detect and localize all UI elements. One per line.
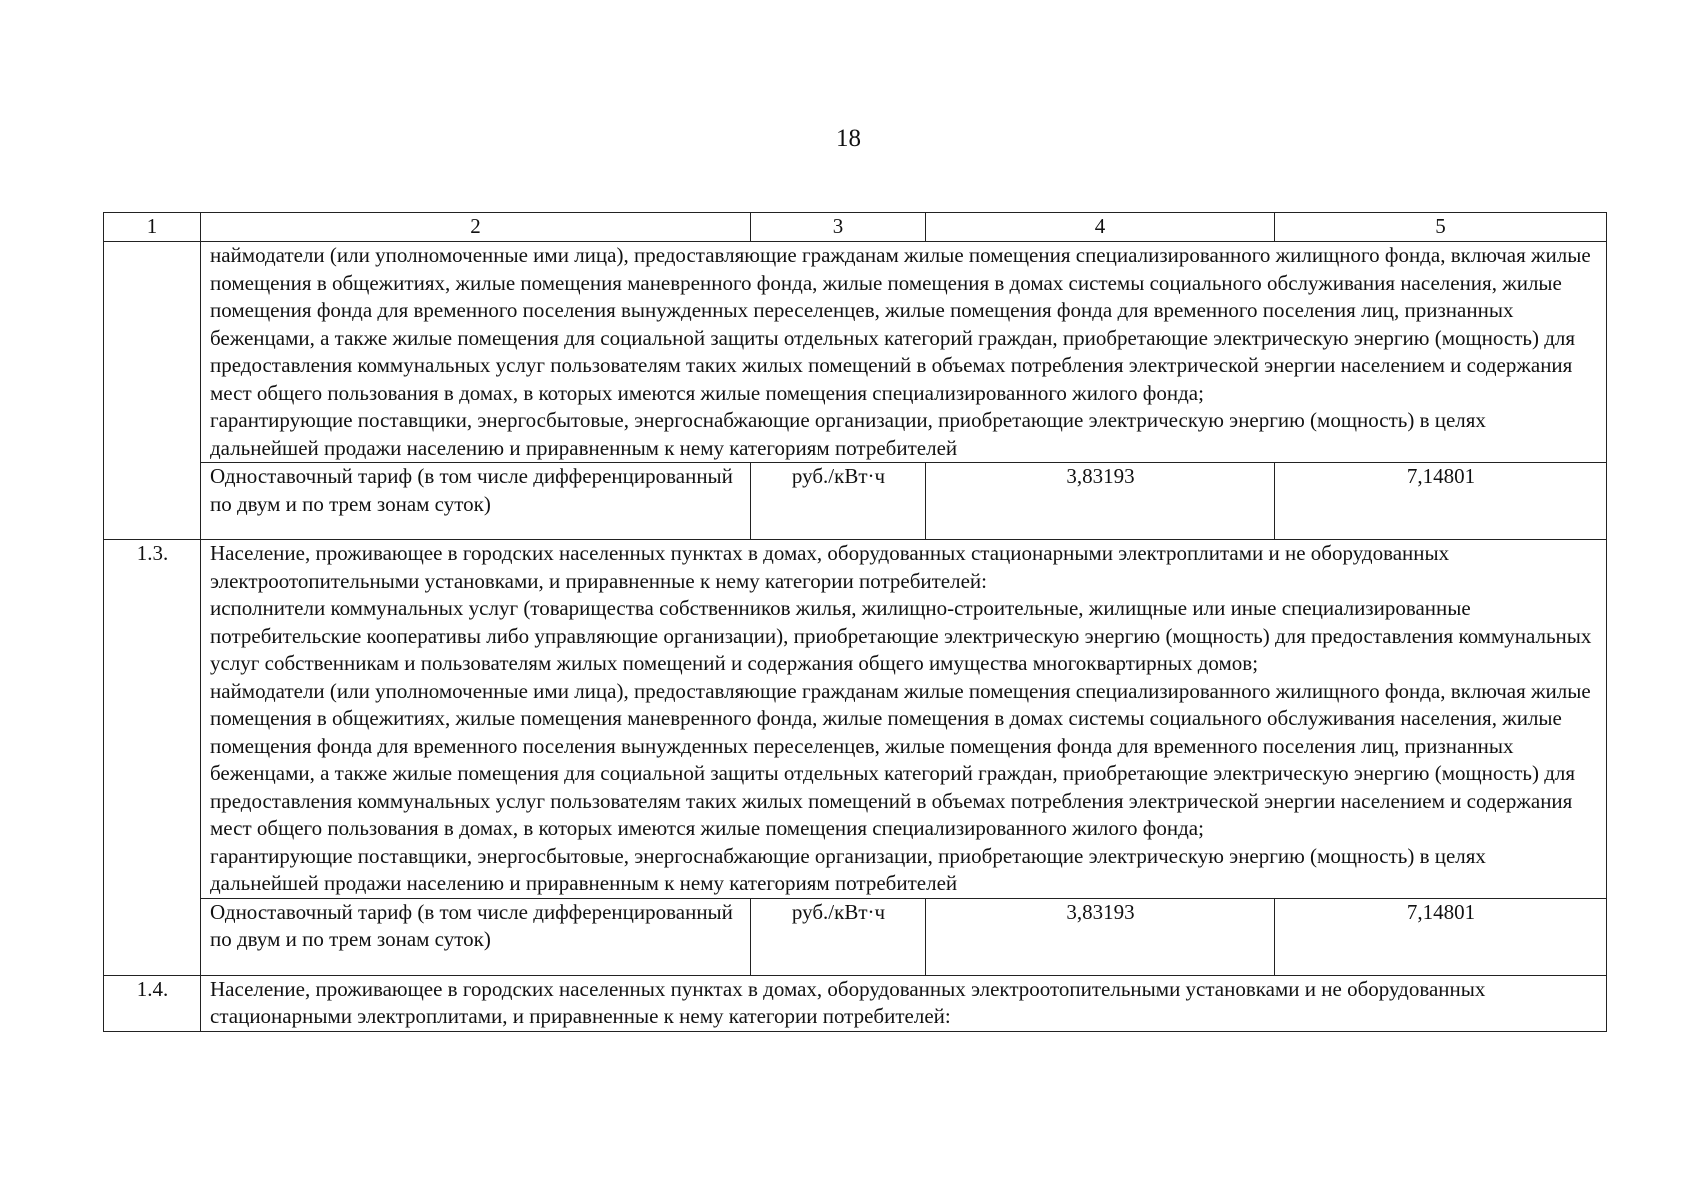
column-number-4: 4 [926, 213, 1275, 242]
paragraph-population: Население, проживающее в городских населенных пунктах в домах, оборудованных электроотопительными установками и не оборудованных стационарными электроплитами, и приравненные к нему категории потребителей: [210, 976, 1486, 1028]
table-row-1-4-description [104, 975, 1607, 1031]
page-number: 18 [836, 125, 861, 152]
column-number-5: 5 [1275, 213, 1607, 242]
row-number-cell [104, 242, 201, 540]
tariff-unit: руб./кВт·ч [751, 898, 926, 975]
tariff-name: Одноставочный тариф (в том числе дифференцированный по двум и по трем зонам суток) [201, 463, 751, 540]
column-number-3: 3 [751, 213, 926, 242]
column-number-2: 2 [201, 213, 751, 242]
paragraph-population: Население, проживающее в городских населенных пунктах в домах, оборудованных стационарными электроплитами и не оборудованных электроотопительными установками, и приравненные к нему категории потребителей: [210, 541, 1450, 593]
tariff-name: Одноставочный тариф (в том числе дифференцированный по двум и по трем зонам суток) [201, 898, 751, 975]
tariff-table [103, 212, 1607, 1032]
tariff-value-col4: 3,83193 [926, 898, 1275, 975]
column-number-1: 1 [104, 213, 201, 242]
row-number-1-3: 1.3. [104, 540, 201, 976]
table-row-tariff [104, 898, 1607, 975]
tariff-value-col5: 7,14801 [1275, 898, 1607, 975]
category-description [201, 975, 1607, 1031]
category-description [201, 242, 1607, 463]
category-description [201, 540, 1607, 899]
table-row-tariff [104, 463, 1607, 540]
paragraph-suppliers: гарантирующие поставщики, энергосбытовые, энергоснабжающие организации, приобретающие электрическую энергию (мощность) в целях дальнейшей продажи населению и приравненным к нему категориям потребителей [210, 408, 1486, 460]
paragraph-landlords: наймодатели (или уполномоченные ими лица), предоставляющие гражданам жилые помещения специализированного жилищного фонда, включая жилые помещения в общежитиях, жилые помещения маневренного фонда, жилые помещения в домах системы социального обслуживания населения, жилые помещения фонда для временного поселения вынужденных переселенцев, жилые помещения фонда для временного поселения лиц, признанных беженцами, а также жилые помещения для социальной защиты отдельных категорий граждан, приобретающие электрическую энергию (мощность) для предоставления коммунальных услуг пользователям таких жилых помещений в объемах потребления электрической энергии населением и содержания мест общего пользования в домах, в которых имеются жилые помещения специализированного жилого фонда; [210, 243, 1591, 405]
tariff-value-col4: 3,83193 [926, 463, 1275, 540]
tariff-value-col5: 7,14801 [1275, 463, 1607, 540]
paragraph-utility-providers: исполнители коммунальных услуг (товарищества собственников жилья, жилищно-строительные, жилищные или иные специализированные потребительские кооперативы либо управляющие организации), приобретающие электрическую энергию (мощность) для предоставления коммунальных услуг собственникам и пользователям жилых помещений и содержания общего имущества многоквартирных домов; [210, 596, 1592, 675]
table-row-1-3-description [104, 540, 1607, 899]
table-header-row [104, 213, 1607, 242]
paragraph-suppliers: гарантирующие поставщики, энергосбытовые, энергоснабжающие организации, приобретающие электрическую энергию (мощность) в целях дальнейшей продажи населению и приравненным к нему категориям потребителей [210, 843, 1486, 895]
paragraph-landlords: наймодатели (или уполномоченные ими лица), предоставляющие гражданам жилые помещения специализированного жилищного фонда, включая жилые помещения в общежитиях, жилые помещения маневренного фонда, жилые помещения в домах системы социального обслуживания населения, жилые помещения фонда для временного поселения вынужденных переселенцев, жилые помещения фонда для временного поселения лиц, признанных беженцами, а также жилые помещения для социальной защиты отдельных категорий граждан, приобретающие электрическую энергию (мощность) для предоставления коммунальных услуг пользователям таких жилых помещений в объемах потребления электрической энергии населением и содержания мест общего пользования в домах, в которых имеются жилые помещения специализированного жилого фонда; [210, 678, 1591, 840]
table-row-continued-description [104, 242, 1607, 463]
tariff-unit: руб./кВт·ч [751, 463, 926, 540]
row-number-1-4: 1.4. [104, 975, 201, 1031]
